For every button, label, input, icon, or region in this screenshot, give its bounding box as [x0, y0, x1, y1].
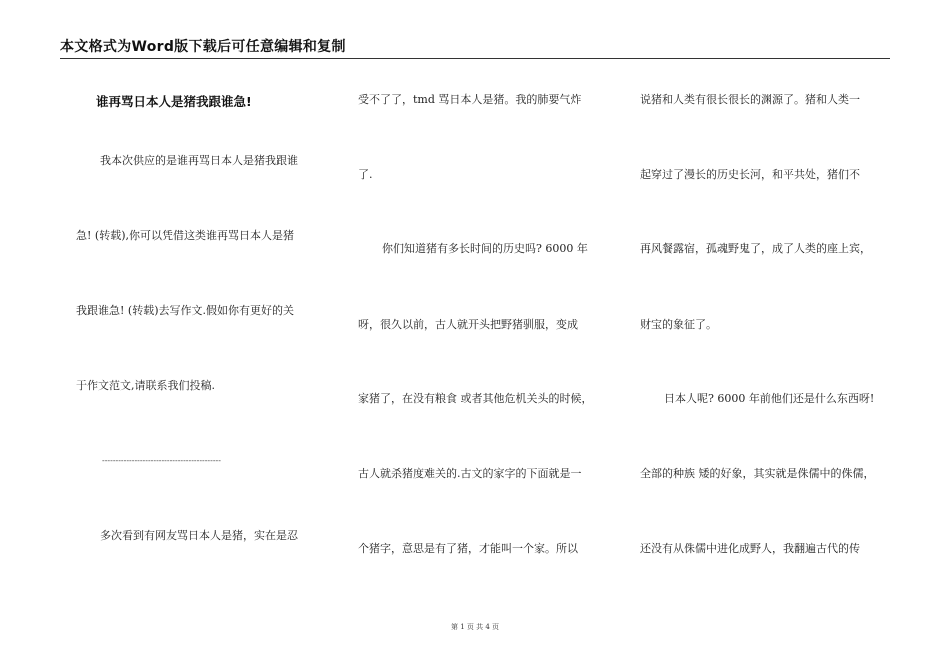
paragraph-line: 多次看到有网友骂日本人是猪，实在是忍: [100, 529, 298, 542]
paragraph-line: 个猪字，意思是有了猪，才能叫一个家。所以: [358, 542, 578, 555]
paragraph-line: 再风餐露宿，孤魂野鬼了，成了人类的座上宾，: [640, 242, 871, 255]
paragraph-line: 了.: [358, 168, 373, 181]
separator-line: --------------------------------------------: [102, 456, 221, 465]
paragraph-line: 我本次供应的是谁再骂日本人是猪我跟谁: [100, 154, 298, 167]
document-header-title: 本文格式为Word版下载后可任意编辑和复制: [60, 39, 346, 55]
page-number: 第 1 页 共 4 页: [450, 623, 500, 631]
paragraph-line: 说猪和人类有很长很长的渊源了。猪和人类一: [640, 93, 860, 106]
paragraph-line: 受不了了，tmd 骂日本人是猪。我的肺要气炸: [358, 93, 582, 106]
paragraph-line: 于作文范文,请联系我们投稿.: [76, 379, 215, 392]
paragraph-line: 我跟谁急! (转载)去写作文.假如你有更好的关: [76, 304, 294, 317]
paragraph-line: 还没有从侏儒中进化成野人，我翻遍古代的传: [640, 542, 860, 555]
paragraph-line: 急! (转载),你可以凭借这类谁再骂日本人是猪: [76, 229, 294, 242]
paragraph-line: 日本人呢? 6000 年前他们还是什么东西呀!: [664, 392, 875, 405]
paragraph-line: 你们知道猪有多长时间的历史吗? 6000 年: [382, 242, 588, 255]
paragraph-line: 起穿过了漫长的历史长河，和平共处，猪们不: [640, 168, 860, 181]
document-header: [60, 36, 890, 58]
article-title: 谁再骂日本人是猪我跟谁急!: [96, 94, 252, 109]
paragraph-line: 财宝的象征了。: [640, 318, 717, 331]
paragraph-line: 全部的种族 矮的好象，其实就是侏儒中的侏儒，: [640, 467, 875, 480]
paragraph-line: 呀，很久以前，古人就开头把野猪驯服，变成: [358, 318, 578, 331]
paragraph-line: 家猪了，在没有粮食 或者其他危机关头的时候，: [358, 392, 593, 405]
header-divider: [60, 58, 890, 59]
paragraph-line: 古人就杀猪度难关的.古文的家字的下面就是一: [358, 467, 582, 480]
